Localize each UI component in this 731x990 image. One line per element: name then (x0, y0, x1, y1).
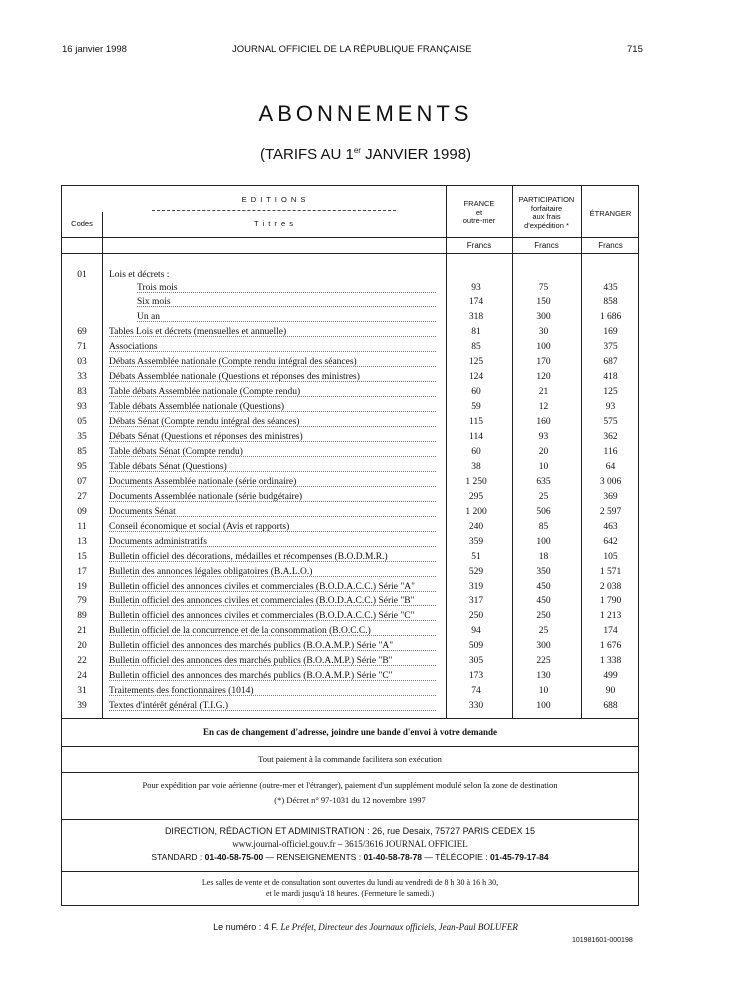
issue-price: Le numéro : 4 F. (213, 922, 279, 932)
row-price-france: 250 (468, 611, 484, 622)
row-title: Débats Assemblée nationale (Questions et réponses des ministres) (109, 370, 436, 382)
row-price-france: 318 (468, 312, 484, 323)
row-participation: 100 (536, 342, 551, 353)
row-price-france: 114 (469, 432, 483, 442)
table-row (62, 460, 640, 474)
air-shipping-note (61, 772, 639, 820)
row-price-france: 359 (468, 536, 484, 547)
row-price-etranger: 688 (603, 701, 618, 712)
row-participation: 100 (536, 536, 551, 547)
row-price-etranger: 64 (605, 461, 616, 472)
table-row (62, 310, 640, 324)
table-row (62, 295, 640, 309)
sales-hours-line1: Les salles de vente et de consultation sont ouvertes du lundi au vendredi de 8 h 30 à 16 h 30, (201, 878, 499, 887)
row-price-etranger: 687 (603, 357, 618, 368)
row-price-etranger: 90 (605, 686, 616, 697)
row-price-france: 85 (471, 342, 481, 353)
row-title: Documents Assemblée nationale (série budgétaire) (109, 490, 436, 502)
row-price-etranger: 1 571 (599, 566, 622, 577)
row-price-etranger: 463 (603, 521, 618, 532)
row-participation: 250 (536, 611, 551, 622)
row-title: Tables Lois et décrets (mensuelles et annuelle) (109, 325, 436, 337)
row-price-france: 60 (471, 387, 481, 398)
row-participation: 450 (536, 596, 551, 607)
row-title: Débats Assemblée nationale (Compte rendu intégral des séances) (109, 355, 436, 367)
row-code: 31 (77, 686, 87, 697)
row-price-france: 305 (468, 656, 484, 667)
france-heading (446, 200, 512, 226)
row-title: Bulletin officiel des annonces des marchés publics (B.O.A.M.P.) Série "C" (109, 669, 436, 681)
table-row (62, 699, 640, 713)
row-price-france: 59 (471, 402, 481, 413)
participation-heading-line4: d'expédition * (524, 220, 569, 230)
direction-address (62, 825, 638, 838)
row-code: 07 (77, 476, 87, 487)
row-participation: 300 (536, 641, 551, 652)
row-price-etranger: 858 (603, 297, 618, 308)
table-row (62, 430, 640, 444)
table-row (62, 370, 640, 384)
page-number: 715 (627, 44, 643, 55)
subtitle-superscript: er (353, 146, 361, 155)
row-price-france: 115 (469, 417, 483, 428)
decree-reference: (*) Décret n° 97-1031 du 12 novembre 1997 (274, 795, 426, 805)
row-price-france: 60 (471, 446, 481, 457)
sales-hours-box (61, 871, 639, 906)
row-price-etranger: 435 (603, 282, 618, 293)
row-price-etranger: 3 006 (599, 476, 622, 487)
row-price-france: 330 (468, 701, 484, 712)
france-unit: Francs (466, 241, 492, 250)
row-participation: 25 (538, 626, 549, 637)
row-title: Bulletin officiel des annonces civiles et commerciales (B.O.D.A.C.C.) Série "C" (109, 609, 436, 621)
row-price-france: 529 (468, 566, 484, 577)
row-price-etranger: 1 686 (599, 312, 622, 323)
row-code: 39 (77, 701, 87, 712)
row-title: Débats Sénat (Compte rendu intégral des séances) (109, 415, 436, 427)
row-code: 69 (77, 327, 87, 338)
france-heading-line1: FRANCE (463, 199, 495, 208)
row-code: 35 (77, 432, 87, 442)
row-price-etranger: 93 (605, 402, 616, 413)
sales-hours-line2: et le mardi jusqu'à 18 heures. (Fermeture le samedi.) (265, 889, 435, 898)
row-code: 21 (77, 626, 87, 637)
table-row (62, 415, 640, 429)
codes-heading: Codes (71, 219, 93, 228)
row-participation: 120 (536, 372, 551, 383)
row-participation: 21 (538, 387, 549, 398)
row-title: Conseil économique et social (Avis et rapports) (109, 520, 436, 532)
row-price-france: 319 (468, 581, 484, 592)
page-title: ABONNEMENTS (258, 101, 473, 126)
table-row (62, 684, 640, 698)
row-title: Documents Assemblée nationale (série ordinaire) (109, 475, 436, 487)
row-participation: 300 (536, 312, 551, 323)
table-row (62, 385, 640, 399)
row-title: Textes d'intérêt général (T.I.G.) (109, 699, 436, 711)
table-row (62, 490, 640, 504)
row-code: 15 (77, 551, 87, 562)
table-row (62, 609, 640, 623)
row-title: Bulletin officiel des annonces des marchés publics (B.O.A.M.P.) Série "B" (109, 654, 436, 666)
row-participation: 20 (538, 446, 549, 457)
row-price-etranger: 1 213 (599, 611, 622, 622)
row-price-etranger: 362 (603, 432, 618, 442)
row-price-france: 317 (468, 596, 484, 607)
table-row (62, 355, 640, 369)
row-code: 03 (77, 357, 87, 368)
row-price-etranger: 418 (603, 372, 618, 383)
row-participation: 225 (536, 656, 551, 667)
units-bottom-rule (62, 253, 638, 254)
row-title: Associations (109, 340, 436, 352)
row-price-etranger: 2 038 (599, 581, 622, 592)
row-title: Documents Sénat (109, 505, 436, 517)
address-change-note: En cas de changement d'adresse, joindre une bande d'envoi à votre demande (61, 718, 639, 747)
direction-street: : 26, rue Desaix, 75727 PARIS CEDEX 15 (364, 826, 536, 836)
row-participation: 150 (536, 297, 551, 308)
row-participation: 10 (538, 686, 549, 697)
row-price-etranger: 375 (603, 342, 618, 353)
row-title: Table débats Sénat (Compte rendu) (109, 445, 436, 457)
row-title: Table débats Sénat (Questions) (109, 460, 436, 472)
table-row (62, 639, 640, 653)
row-price-etranger: 105 (603, 551, 618, 562)
table-row (62, 505, 640, 519)
row-price-france: 81 (471, 327, 481, 338)
direction-label: DIRECTION, RÉDACTION ET ADMINISTRATION (164, 826, 365, 836)
row-code: 05 (77, 417, 87, 428)
row-code: 71 (77, 342, 87, 353)
row-participation: 12 (538, 402, 549, 413)
row-price-etranger: 174 (603, 626, 618, 637)
table-row (62, 281, 640, 295)
row-price-france: 1 250 (465, 476, 487, 487)
table-row (62, 550, 640, 564)
row-participation: 10 (538, 461, 549, 472)
subtitle-text-before: (TARIFS AU 1 (259, 146, 354, 163)
france-heading-line3: outre-mer (462, 216, 496, 225)
row-price-france: 125 (468, 357, 484, 368)
row-title: Bulletin des annonces légales obligatoires (B.A.L.O.) (109, 565, 436, 577)
row-participation: 450 (536, 581, 551, 592)
table-row (62, 669, 640, 683)
row-code: 89 (77, 611, 87, 622)
row-participation: 93 (538, 432, 549, 442)
row-code: 11 (77, 521, 87, 532)
header-bottom-rule (62, 237, 638, 238)
table-row (62, 520, 640, 534)
row-title: Six mois (137, 295, 436, 307)
row-price-france: 94 (471, 626, 481, 637)
table-row (62, 565, 640, 579)
row-participation: 350 (536, 566, 551, 577)
row-title: Traitements des fonctionnaires (1014) (109, 684, 436, 696)
row-title: Débats Sénat (Questions et réponses des ministres) (109, 430, 436, 442)
row-code: 13 (77, 536, 87, 547)
row-code: 95 (77, 461, 87, 472)
header-date: 16 janvier 1998 (62, 44, 127, 55)
row-price-france: 509 (468, 641, 484, 652)
footer-price-signature (0, 922, 731, 932)
row-code: 20 (77, 641, 87, 652)
table-row (62, 535, 640, 549)
row-title: Table débats Assemblée nationale (Compte rendu) (109, 385, 436, 397)
row-price-etranger: 125 (603, 387, 618, 398)
row-title: Trois mois (137, 281, 436, 293)
row-price-etranger: 169 (603, 327, 618, 338)
participation-heading (512, 196, 581, 230)
row-participation: 18 (538, 551, 549, 562)
table-row (62, 400, 640, 414)
standard-number: 01-40-58-75-00 (204, 852, 264, 862)
row-title: Bulletin officiel des annonces des marchés publics (B.O.A.M.P.) Série "A" (109, 639, 436, 651)
direction-web: www.journal-officiel.gouv.fr – 3615/3616 JOURNAL OFFICIEL (232, 839, 468, 849)
row-price-etranger: 575 (603, 417, 618, 428)
etranger-unit: Francs (598, 241, 623, 250)
row-price-france: 51 (471, 551, 481, 562)
row-code: 93 (77, 402, 87, 413)
print-code: 101981601-000198 (572, 937, 633, 944)
row-code: 24 (77, 671, 87, 682)
row-code: 09 (77, 506, 87, 517)
table-row (62, 580, 640, 594)
row-price-france: 240 (468, 521, 484, 532)
row-price-france: 174 (468, 297, 484, 308)
row-price-etranger: 2 597 (599, 506, 622, 517)
row-title: Un an (137, 310, 436, 322)
row-title: Bulletin officiel des annonces civiles et commerciales (B.O.D.A.C.C.) Série "A" (109, 580, 436, 592)
participation-heading-line3: aux frais (532, 212, 561, 221)
row-participation: 170 (536, 357, 551, 368)
table-row (62, 475, 640, 489)
renseignements-number: 01-40-58-78-78 (363, 852, 423, 862)
signatory: Le Préfet, Directeur des Journaux officiels, Jean-Paul BOLUFER (280, 922, 518, 932)
row-title: Bulletin officiel des décorations, médailles et récompenses (B.O.D.M.R.) (109, 550, 436, 562)
phone-separator-1: — (265, 852, 275, 862)
participation-unit: Francs (534, 241, 559, 250)
telecopie-label: TÉLÉCOPIE : (435, 852, 488, 862)
row-participation: 75 (538, 282, 549, 293)
row-price-etranger: 642 (603, 536, 618, 547)
row-code: 17 (77, 566, 87, 577)
row-price-etranger: 116 (603, 446, 618, 457)
row-price-france: 74 (471, 686, 481, 697)
row-price-france: 1 200 (465, 506, 487, 517)
row-title: Table débats Assemblée nationale (Questions) (109, 400, 436, 412)
table-row (62, 325, 640, 339)
editions-heading: E D I T I O N S (241, 195, 307, 204)
france-heading-line2: et (475, 207, 483, 217)
participation-heading-line1: PARTICIPATION (518, 195, 575, 204)
row-code: 27 (77, 491, 87, 502)
row-price-etranger: 1 676 (599, 641, 622, 652)
row-title: Documents administratifs (109, 535, 436, 547)
row-code: 83 (77, 387, 87, 398)
renseignements-label: RENSEIGNEMENTS : (276, 852, 362, 862)
row-title: Bulletin officiel des annonces civiles et commerciales (B.O.D.A.C.C.) Série "B" (109, 594, 436, 606)
row-participation: 85 (538, 521, 549, 532)
row-participation: 160 (536, 417, 551, 428)
participation-heading-line2: forfaitaire (530, 203, 563, 213)
table-row (62, 624, 640, 638)
telecopie-number: 01-45-79-17-84 (489, 852, 549, 862)
page-subtitle (0, 146, 731, 163)
row-title: Lois et décrets : (109, 270, 170, 279)
titres-heading: T i t r e s (253, 219, 295, 228)
tariff-table (61, 185, 639, 719)
row-price-etranger: 369 (603, 491, 618, 502)
direction-phones (62, 851, 638, 864)
subtitle-text-after: JANVIER 1998) (360, 146, 472, 163)
phone-separator-2: — (424, 852, 433, 862)
header-journal-name: JOURNAL OFFICIEL DE LA RÉPUBLIQUE FRANÇAISE (232, 44, 472, 55)
row-participation: 30 (538, 327, 549, 338)
row-code: 85 (77, 446, 87, 457)
row-price-france: 124 (468, 372, 484, 383)
table-row (62, 340, 640, 354)
row-price-france: 93 (471, 282, 481, 293)
row-participation: 130 (536, 671, 551, 682)
payment-note: Tout paiement à la commande facilitera son exécution (61, 746, 639, 773)
row-code: 79 (77, 596, 87, 607)
row-participation: 100 (536, 701, 551, 712)
row-price-etranger: 499 (603, 671, 618, 682)
air-shipping-text: Pour expédition par voie aérienne (outre-mer et l'étranger), paiement d'un supplément modulé selon la zone de destination (142, 780, 558, 790)
row-code: 19 (77, 581, 87, 592)
row-title: Bulletin officiel de la concurrence et de la consommation (B.O.C.C.) (109, 624, 436, 636)
table-row (62, 654, 640, 668)
row-participation: 635 (536, 476, 551, 487)
row-price-france: 38 (471, 461, 481, 472)
row-participation: 506 (536, 506, 551, 517)
row-code: 33 (77, 372, 87, 383)
direction-box (61, 819, 639, 872)
row-price-france: 173 (468, 671, 484, 682)
etranger-heading: ÉTRANGER (589, 209, 632, 218)
table-row (62, 594, 640, 608)
row-participation: 25 (538, 491, 549, 502)
row-price-etranger: 1 790 (599, 596, 622, 607)
row-price-etranger: 1 338 (599, 656, 622, 667)
row-code: 22 (77, 656, 87, 667)
standard-label: STANDARD : (151, 852, 203, 862)
table-row (62, 445, 640, 459)
row-code: 01 (77, 270, 87, 280)
row-price-france: 295 (468, 491, 484, 502)
editions-underline (152, 210, 396, 211)
